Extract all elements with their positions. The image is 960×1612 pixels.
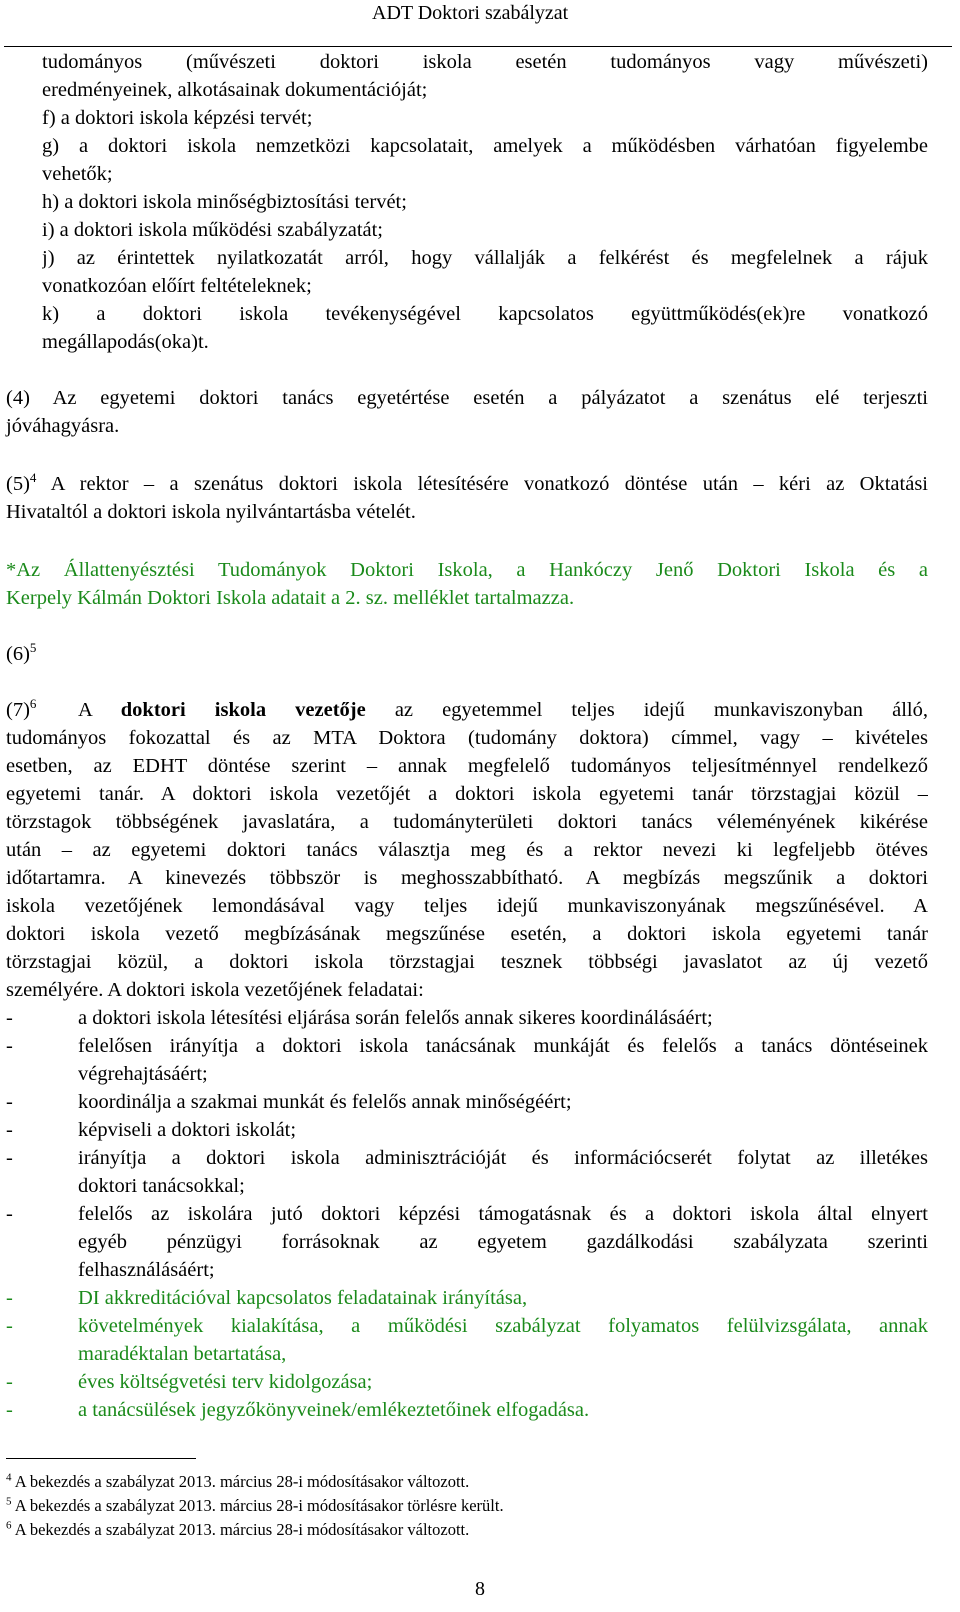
list-item: képviseli a doktori iskolát; — [78, 1119, 297, 1141]
paragraph-7-text: az egyetemmel teljes idejű munkaviszonyban álló, — [365, 699, 928, 721]
list-item: a doktori iskola létesítési eljárása során felelős annak sikeres koordinálásáért; — [78, 1007, 713, 1029]
footnote-text: A bekezdés a szabályzat 2013. március 28-i módosításakor változott. — [11, 1472, 470, 1491]
paragraph-5-line: Hivataltól a doktori iskola nyilvántartásba vételét. — [6, 501, 416, 523]
paragraph-7-text: A — [78, 699, 121, 721]
list-item: végrehajtásáért; — [78, 1063, 208, 1085]
text-line: h) a doktori iskola minőségbiztosítási tervét; — [42, 191, 407, 213]
paragraph-4-line: (4) Az egyetemi doktori tanács egyetértése esetén a pályázatot a szenátus elé terjeszti — [6, 387, 928, 409]
paragraph-7-line: időtartamra. A kinevezés többször is meghosszabbítható. A megbízás megszűnik a doktori — [6, 867, 928, 889]
list-dash: - — [6, 1035, 13, 1057]
paragraph-7-line: iskola vezetőjének lemondásával vagy teljes idejű munkaviszonyának megszűnésével. A — [6, 895, 928, 917]
paragraph-6 — [6, 640, 928, 668]
list-dash: - — [6, 1147, 13, 1169]
text-line: f) a doktori iskola képzési tervét; — [42, 107, 313, 129]
paragraph-7-line: után – az egyetemi doktori tanács választja meg és a rektor nevezi ki legfeljebb ötéves — [6, 839, 928, 861]
paragraph-7-line — [78, 696, 928, 724]
header-title: ADT Doktori szabályzat — [372, 2, 569, 24]
paragraph-5-text: A rektor – a szenátus doktori iskola létesítésére vonatkozó döntése után – kéri az Oktatási — [36, 473, 928, 495]
paragraph-4-line: jóváhagyásra. — [6, 415, 120, 437]
paragraph-7-line: törzstagjai közül, a doktori iskola törzstagjai tesznek többségi javaslatot az új vezető — [6, 951, 928, 973]
list-dash: - — [6, 1203, 13, 1225]
list-dash: - — [6, 1007, 13, 1029]
list-item: a tanácsülések jegyzőkönyveinek/emlékeztetőinek elfogadása. — [78, 1399, 590, 1421]
list-item: koordinálja a szakmai munkát és felelős annak minőségéért; — [78, 1091, 572, 1113]
header-divider — [4, 46, 952, 47]
list-item: felhasználásáért; — [78, 1259, 215, 1281]
text-line: vonatkozóan előírt feltételeknek; — [42, 275, 312, 297]
text-line: eredményeinek, alkotásainak dokumentációját; — [42, 79, 428, 101]
footnote-number: 6 — [6, 1519, 12, 1532]
footnote-ref: 5 — [29, 640, 37, 656]
paragraph-7-line: törzstagok többségének javaslatára, a tudományterületi doktori tanács véleményének kikérése — [6, 811, 928, 833]
footnote — [6, 1472, 469, 1492]
note-line: Kerpely Kálmán Doktori Iskola adatait a 2. sz. melléklet tartalmazza. — [6, 587, 575, 609]
text-line: k) a doktori iskola tevékenységével kapcsolatos együttműködés(ek)re vonatkozó — [42, 303, 928, 325]
list-dash: - — [6, 1399, 13, 1421]
page-header — [0, 0, 960, 30]
paragraph-number: (5) — [6, 473, 30, 495]
page-number: 8 — [475, 1578, 485, 1600]
footnote-text: A bekezdés a szabályzat 2013. március 28-i módosításakor változott. — [11, 1520, 470, 1539]
list-item: éves költségvetési terv kidolgozása; — [78, 1371, 373, 1393]
list-dash: - — [6, 1371, 13, 1393]
paragraph-number: (7) — [6, 699, 30, 721]
text-line: megállapodás(oka)t. — [42, 331, 209, 353]
list-item: DI akkreditációval kapcsolatos feladatainak irányítása, — [78, 1287, 528, 1309]
list-item: felelősen irányítja a doktori iskola tanácsának munkáját és felelős a tanács döntéseinek — [78, 1035, 928, 1057]
text-line: g) a doktori iskola nemzetközi kapcsolatait, amelyek a működésben várhatóan figyelembe — [42, 135, 928, 157]
paragraph-7-line: esetben, az EDHT döntése szerint – annak megfelelő tudományos teljesítménnyel rendelkező — [6, 755, 928, 777]
footnote-number: 4 — [6, 1471, 12, 1484]
note-line: *Az Állattenyésztési Tudományok Doktori Iskola, a Hankóczy Jenő Doktori Iskola és a — [6, 559, 928, 581]
list-dash: - — [6, 1315, 13, 1337]
list-item: irányítja a doktori iskola adminisztrációját és információcserét folytat az illetékes — [78, 1147, 928, 1169]
paragraph-7-line: egyetemi tanár. A doktori iskola vezetőjét a doktori iskola egyetemi tanár törzstagjai közül – — [6, 783, 928, 805]
list-item: doktori tanácsokkal; — [78, 1175, 245, 1197]
list-item: maradéktalan betartatása, — [78, 1343, 287, 1365]
text-line: j) az érintettek nyilatkozatát arról, hogy vállalják a felkérést és megfelelnek a rájuk — [42, 247, 928, 269]
text-line: vehetők; — [42, 163, 113, 185]
list-dash: - — [6, 1119, 13, 1141]
footnote-divider — [6, 1458, 196, 1459]
paragraph-7-line: személyére. A doktori iskola vezetőjének feladatai: — [6, 979, 424, 1001]
footnote-ref: 4 — [29, 470, 37, 486]
paragraph-5-line — [6, 470, 928, 498]
list-item: követelmények kialakítása, a működési szabályzat folyamatos felülvizsgálata, annak — [78, 1315, 928, 1337]
paragraph-7-line: tudományos fokozattal és az MTA Doktora (tudomány doktora) címmel, vagy – kivételes — [6, 727, 928, 749]
list-dash: - — [6, 1287, 13, 1309]
paragraph-number: (6) — [6, 643, 30, 665]
footnote-ref: 6 — [29, 696, 37, 712]
list-item: egyéb pénzügyi forrásoknak az egyetem gazdálkodási szabályzata szerinti — [78, 1231, 928, 1253]
footnote-number: 5 — [6, 1495, 12, 1508]
text-line: tudományos (művészeti doktori iskola esetén tudományos vagy művészeti) — [42, 51, 928, 73]
footnote-text: A bekezdés a szabályzat 2013. március 28-i módosításakor törlésre került. — [11, 1496, 504, 1515]
bold-term: doktori iskola vezetője — [120, 699, 366, 721]
list-item: felelős az iskolára jutó doktori képzési támogatásnak és a doktori iskola által elnyert — [78, 1203, 928, 1225]
footnote — [6, 1496, 504, 1516]
paragraph-7-line: doktori iskola vezető megbízásának megszűnése esetén, a doktori iskola egyetemi tanár — [6, 923, 928, 945]
text-line: i) a doktori iskola működési szabályzatát; — [42, 219, 384, 241]
list-dash: - — [6, 1091, 13, 1113]
footnote — [6, 1520, 469, 1540]
